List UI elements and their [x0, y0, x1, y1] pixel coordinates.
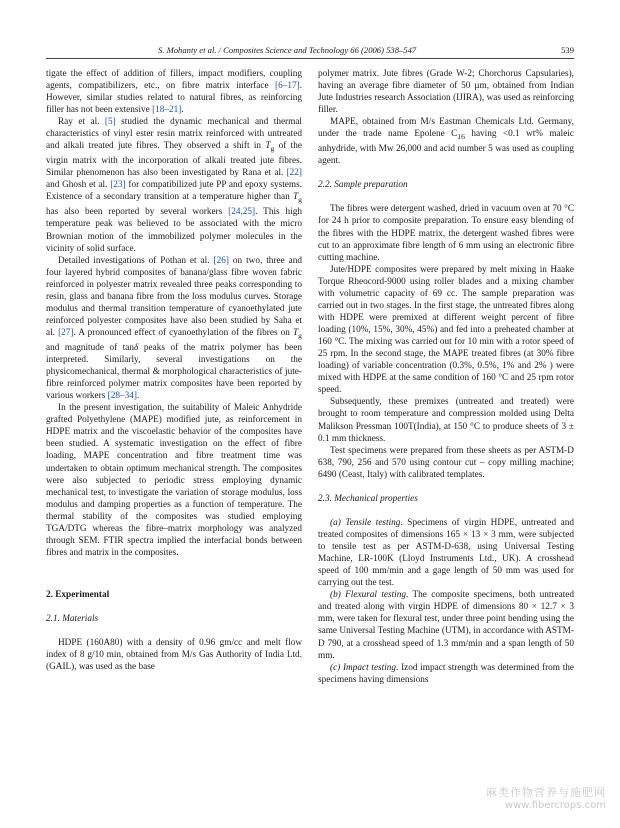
subscript: g: [270, 144, 275, 154]
watermark-title: 麻类作物营养与施肥网: [486, 786, 606, 799]
text-run: . Izod impact strength was determined from the specimens having dimensions: [318, 662, 574, 685]
paragraph: [318, 517, 574, 589]
paragraph: [318, 662, 574, 686]
citation-link[interactable]: [23]: [110, 180, 126, 191]
symbol: T: [293, 192, 299, 203]
text-run: for compatibilized jute PP and epoxy systems. Existence of a secondary transition at a temperature higher than: [46, 180, 302, 203]
running-header: [46, 42, 574, 59]
left-column: [46, 68, 302, 673]
section-heading: 2. Experimental: [46, 590, 110, 601]
spacer: [46, 625, 302, 637]
text-run: of the virgin matrix with the incorporation of alkali treated jute fibres. Similar phenomenon has also been investigated by Rana et al.: [46, 141, 302, 179]
text-run: . This high temperature peak was believed to be associated with the micro Brownian motion of the immobilized polymer molecules in the vicinity of solid surface.: [46, 207, 302, 254]
page-number: 539: [561, 45, 574, 55]
paragraph: [46, 116, 302, 254]
text-run: . A pronounced effect of cyanoethylation of the fibres on: [73, 328, 293, 338]
symbol: T: [265, 141, 271, 152]
spacer: [318, 191, 574, 203]
subscript: g: [298, 195, 302, 205]
running-title: S. Mohanty et al. / Composites Science and Technology 66 (2006) 538–547: [158, 45, 417, 55]
paragraph-label: (b) Flexural testing: [330, 590, 406, 601]
text-run: and Ghosh et al.: [46, 180, 111, 191]
spacer: [318, 505, 574, 517]
paragraph-label: (c) Impact testing: [330, 662, 397, 673]
text-run: Detailed investigations of Pothan et al.: [58, 255, 214, 266]
text-run: peaks of the matrix polymer has been interpreted. Similarly, several investigations on the physicomechanical, thermal & morphological characteristics of jute-fibre reinforced polymer matrix composites have been reported by various workers: [46, 342, 302, 402]
citation-link[interactable]: [22]: [286, 168, 302, 179]
site-watermark: [486, 786, 606, 812]
spacer: [318, 167, 574, 179]
paragraph: HDPE (160A80) with a density of 0.96 gm/cc and melt flow index of 8 g/10 min, obtained from M/s Gas Authority of India Ltd. (GAIL), was used as the base: [46, 638, 302, 673]
text-run: . The composite specimens, both untreated and treated along with virgin HDPE of dimensions 80 × 12.7 × 3 mm, were taken for flexural test, under three point bending using the same Universal Testing Machine (UTM), in accordance with ASTM-D 790, at a crosshead speed of 1.3 mm/min and a span length of 50 mm.: [318, 590, 574, 661]
citation-link[interactable]: [6–17]: [275, 81, 300, 92]
paragraph: [318, 116, 574, 167]
subscript: g: [298, 330, 302, 340]
paragraph: Subsequently, these premixes (untreated and treated) were brought to room temperature and compression molded using Delta Malikson Pressman 100T(India), at 150 °C to produce sheets of 3 ± 0.1 mm thickness.: [318, 397, 574, 444]
citation-link[interactable]: [18–21]: [152, 105, 182, 116]
paragraph-label: (a) Tensile testing: [330, 517, 401, 528]
text-run: .: [136, 391, 140, 402]
paragraph: Test specimens were prepared from these sheets as per ASTM-D 638, 790, 256 and 570 using contour cut – copy milling machine; 6490 (Ceast, Italy) with calibrated templates.: [318, 445, 574, 480]
text-run: having <0.1 wt% maleic anhydride, with Mw 26,000 and acid number 5 was used as coupling agent.: [318, 129, 575, 167]
text-run: and magnitude of tan: [46, 342, 135, 353]
text-run: on two, three and four layered hybrid composites of banana/glass fibre woven fabric reinforced in polyester matrix revealed three peaks corresponding to resin, glass and banana fibre from the loss modulus curves. Storage modulus and thermal transition temperature of cyanoethylated jute reinforced polyester composites have also been studied by Saha et al.: [46, 255, 303, 338]
paragraph: [46, 68, 302, 116]
paragraph: Jute/HDPE composites were prepared by melt mixing in Haake Torque Rheocord-9000 using roller blades and a mixing chamber with volumetric capacity of 69 cc. The sample preparation was carried out in two stages. In the first stage, the untreated fibres along with HDPE were premixed at different weight percent of fibre loading (10%, 15%, 30%, 45%) and fed into a preheated chamber at 160 °C. The mixing was carried out for 10 min with a rotor speed of 25 rpm. In the second stage, the MAPE treated fibres (at 30% fibre loading) of variable concentration (0.3%, 0.5%, 1% and 2% ) were mixed with HDPE at the same condition of 160 °C and 25 rpm rotor speed.: [318, 264, 574, 396]
subsection-heading: 2.1. Materials: [46, 614, 99, 625]
citation-link[interactable]: [28–34]: [107, 391, 137, 402]
symbol: δ: [134, 342, 139, 353]
subsection-heading: 2.2. Sample preparation: [318, 180, 408, 191]
text-run: has also been reported by several workers: [46, 207, 229, 218]
citation-link[interactable]: [24,25]: [228, 207, 256, 218]
citation-link[interactable]: [26]: [213, 255, 229, 266]
spacer: [46, 601, 302, 613]
text-run: .: [181, 105, 184, 116]
paragraph: In the present investigation, the suitability of Maleic Anhydride grafted Polyethylene (MAPE) modified jute, as reinforcement in HDPE matrix and the viscoelastic behavior of the composites have been studied. A systematic investigation on the effect of fibre loading, MAPE concentration and fibre treatment time was undertaken to obtain optimum mechanical strength. The composites were also subjected to periodic stress employing dynamic mechanical test, to investigate the variation of storage modulus, loss modulus and damping properties as a function of temperature. The thermal stability of the composites was studied employing TGA/DTG whereas the fibre–matrix morphology was analyzed through SEM. FTIR spectra implied the interfacial bonds between fibres and matrix in the composites.: [46, 403, 302, 558]
citation-link[interactable]: [27]: [58, 328, 74, 338]
text-run: Ray et al.: [58, 117, 105, 128]
subsection-heading: 2.3. Mechanical properties: [318, 493, 418, 504]
paragraph: The fibres were detergent washed, dried in vacuum oven at 70 °C for 24 h prior to composite preparation. To ensure easy blending of the fibres with the HDPE matrix, the detergent washed fibres were cut to an approximate fibre length of 6 mm using an electronic fibre cutting machine.: [318, 204, 574, 263]
text-run: tigate the effect of addition of fillers, impact modifiers, coupling agents, compatibilizers, etc., on fibre matrix interface: [46, 69, 302, 92]
text-run: MAPE, obtained from M/s Eastman Chemicals Ltd. Germany, under the trade name Epolene C: [318, 117, 574, 140]
text-run: . Specimens of virgin HDPE, untreated and treated composites of dimensions 165 × 13 × 3 mm, were subjected to tensile test as per ASTM-D-638, using Universal Testing Machine, LR-100K (Lloyd Instruments Ltd., UK). A crosshead speed of 100 mm/min and a gage length of 50 mm was used for carrying out the test.: [318, 517, 574, 589]
text-run: studied the dynamic mechanical and thermal characteristics of vinyl ester resin matrix reinforced with untreated and alkali treated jute fibres. They observed a shift in: [46, 117, 302, 152]
spacer: [318, 481, 574, 493]
spacer: [46, 559, 302, 589]
paragraph: [46, 255, 302, 403]
subscript: 16: [457, 132, 465, 142]
symbol: T: [292, 328, 299, 338]
paragraph: [318, 589, 574, 661]
citation-link[interactable]: [5]: [104, 117, 116, 128]
paragraph: polymer matrix. Jute fibres (Grade W-2; Chorchorus Capsularies), having an average fibre diameter of 50 µm, obtained from Indian Jute Industries research Association (IJIRA), was used as reinforcing filler.: [318, 69, 574, 116]
right-column: [318, 68, 574, 686]
watermark-url: www.fibercrops.com: [504, 800, 606, 811]
text-run: . However, similar studies related to natural fibres, as reinforcing filler has not been extensive: [46, 81, 302, 116]
